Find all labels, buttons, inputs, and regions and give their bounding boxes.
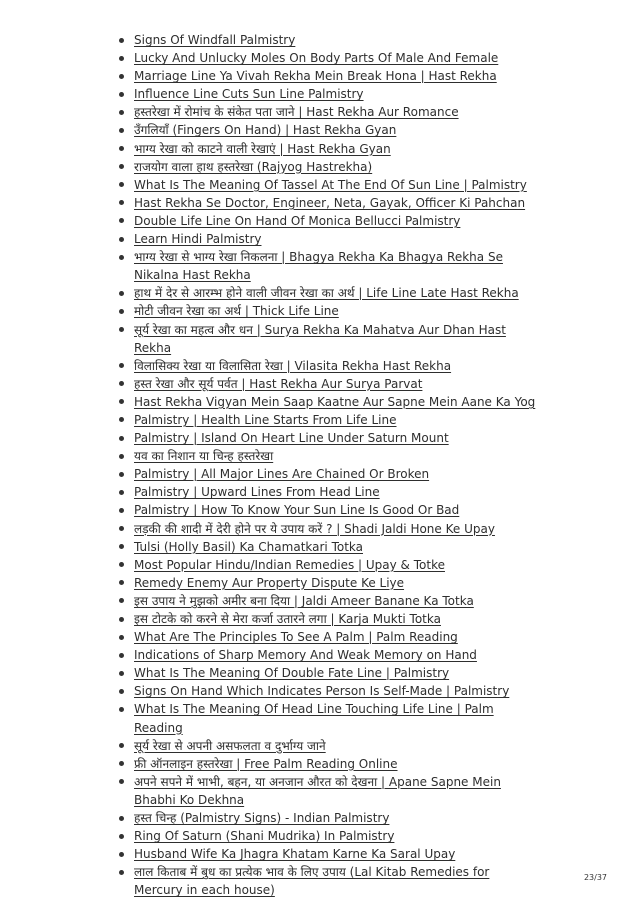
article-link[interactable]: हस्तरेखा में रोमांच के संकेत पता जाने | Hast Rekha Aur Romance bbox=[134, 105, 459, 120]
list-item bbox=[116, 827, 536, 845]
list-item bbox=[116, 321, 536, 357]
article-link[interactable]: Influence Line Cuts Sun Line Palmistry bbox=[134, 87, 364, 102]
article-link[interactable]: लाल किताब में बुध का प्रत्येक भाव के लिए उपाय (Lal Kitab Remedies for Mercury in each house) bbox=[134, 865, 490, 898]
article-link[interactable]: Palmistry | Island On Heart Line Under Saturn Mount bbox=[134, 431, 449, 446]
article-link[interactable]: हाथ में देर से आरम्भ होने वाली जीवन रेखा का अर्थ | Life Line Late Hast Rekha bbox=[134, 286, 519, 301]
article-link[interactable]: Signs Of Windfall Palmistry bbox=[134, 33, 296, 47]
article-link[interactable]: राजयोग वाला हाथ हस्तरेखा (Rajyog Hastrekha) bbox=[134, 159, 373, 174]
list-item bbox=[116, 556, 536, 574]
article-link[interactable]: अपने सपने में भाभी, बहन, या अनजान औरत को देखना | Apane Sapne Mein Bhabhi Ko Dekhna bbox=[134, 774, 501, 807]
list-item bbox=[116, 31, 536, 49]
list-item bbox=[116, 158, 536, 176]
list-item bbox=[116, 773, 536, 809]
list-item bbox=[116, 67, 536, 85]
article-link[interactable]: Husband Wife Ka Jhagra Khatam Karne Ka Saral Upay bbox=[134, 847, 456, 862]
list-item bbox=[116, 284, 536, 302]
article-link[interactable]: हस्त चिन्ह (Palmistry Signs) - Indian Palmistry bbox=[134, 811, 390, 826]
article-link[interactable]: Palmistry | Upward Lines From Head Line bbox=[134, 485, 380, 500]
list-item bbox=[116, 592, 536, 610]
article-link[interactable]: भाग्य रेखा से भाग्य रेखा निकलना | Bhagya Rekha Ka Bhagya Rekha Se Nikalna Hast Rekha bbox=[134, 250, 503, 283]
article-link[interactable]: Hast Rekha Vigyan Mein Saap Kaatne Aur Sapne Mein Aane Ka Yog bbox=[134, 394, 536, 409]
list-item bbox=[116, 103, 536, 121]
article-link[interactable]: Hast Rekha Se Doctor, Engineer, Neta, Gayak, Officer Ki Pahchan bbox=[134, 195, 526, 210]
list-item bbox=[116, 375, 536, 393]
article-link[interactable]: Double Life Line On Hand Of Monica Bellucci Palmistry bbox=[134, 213, 461, 228]
article-link[interactable]: हस्त रेखा और सूर्य पर्वत | Hast Rekha Aur Surya Parvat bbox=[134, 376, 423, 391]
list-item bbox=[116, 863, 536, 899]
article-link[interactable]: फ्री ऑनलाइन हस्तरेखा | Free Palm Reading Online bbox=[134, 756, 398, 771]
article-link[interactable]: Marriage Line Ya Vivah Rekha Mein Break Hona | Hast Rekha bbox=[134, 69, 497, 84]
article-link[interactable]: लड़की की शादी में देरी होने पर ये उपाय करें ? | Shadi Jaldi Hone Ke Upay bbox=[134, 521, 495, 536]
list-item bbox=[116, 465, 536, 483]
article-link[interactable]: Ring Of Saturn (Shani Mudrika) In Palmistry bbox=[134, 829, 395, 844]
list-item bbox=[116, 429, 536, 447]
list-item bbox=[116, 411, 536, 429]
article-link[interactable]: What Is The Meaning Of Tassel At The End Of Sun Line | Palmistry bbox=[134, 177, 527, 192]
list-item bbox=[116, 121, 536, 139]
article-link[interactable]: सूर्य रेखा का महत्व और धन | Surya Rekha Ka Mahatva Aur Dhan Hast Rekha bbox=[134, 322, 506, 355]
article-link[interactable]: Signs On Hand Which Indicates Person Is Self-Made | Palmistry bbox=[134, 684, 510, 699]
article-link[interactable]: Palmistry | All Major Lines Are Chained Or Broken bbox=[134, 467, 430, 482]
article-link[interactable]: Palmistry | Health Line Starts From Life Line bbox=[134, 412, 397, 427]
list-item bbox=[116, 212, 536, 230]
list-item bbox=[116, 809, 536, 827]
list-item bbox=[116, 700, 536, 736]
list-item bbox=[116, 302, 536, 320]
list-item bbox=[116, 49, 536, 67]
list-item bbox=[116, 610, 536, 628]
list-item bbox=[116, 628, 536, 646]
list-item bbox=[116, 538, 536, 556]
article-link[interactable]: Most Popular Hindu/Indian Remedies | Upay & Totke bbox=[134, 557, 445, 572]
article-link[interactable]: इस उपाय ने मुझको अमीर बना दिया | Jaldi Ameer Banane Ka Totka bbox=[134, 593, 474, 608]
article-link[interactable]: Tulsi (Holly Basil) Ka Chamatkari Totka bbox=[134, 539, 363, 554]
list-item bbox=[116, 682, 536, 700]
article-link[interactable]: Learn Hindi Palmistry bbox=[134, 232, 262, 247]
article-link[interactable]: What Is The Meaning Of Head Line Touching Life Line | Palm Reading bbox=[134, 702, 494, 735]
link-list bbox=[116, 31, 536, 900]
article-link[interactable]: What Are The Principles To See A Palm | Palm Reading bbox=[134, 630, 458, 645]
list-item bbox=[116, 664, 536, 682]
article-link[interactable]: Remedy Enemy Aur Property Dispute Ke Liye bbox=[134, 575, 405, 590]
article-link[interactable]: यव का निशान या चिन्ह हस्तरेखा bbox=[134, 449, 274, 464]
article-link[interactable]: इस टोटके को करने से मेरा कर्जा उतारने लगा | Karja Mukti Totka bbox=[134, 612, 441, 626]
article-link[interactable]: सूर्य रेखा से अपनी असफलता व दुर्भाग्य जाने bbox=[134, 738, 326, 753]
list-item bbox=[116, 501, 536, 519]
article-link[interactable]: विलासिक्य रेखा या विलासिता रेखा | Vilasita Rekha Hast Rekha bbox=[134, 358, 452, 373]
list-item bbox=[116, 85, 536, 103]
article-link[interactable]: What Is The Meaning Of Double Fate Line | Palmistry bbox=[134, 666, 450, 681]
list-item bbox=[116, 357, 536, 375]
article-link[interactable]: Palmistry | How To Know Your Sun Line Is Good Or Bad bbox=[134, 503, 460, 518]
list-item bbox=[116, 646, 536, 664]
list-item bbox=[116, 520, 536, 538]
list-item bbox=[116, 248, 536, 284]
list-item bbox=[116, 737, 536, 755]
list-item bbox=[116, 845, 536, 863]
list-item bbox=[116, 230, 536, 248]
article-link[interactable]: मोटी जीवन रेखा का अर्थ | Thick Life Line bbox=[134, 304, 339, 319]
article-link[interactable]: उँगलियाँ (Fingers On Hand) | Hast Rekha Gyan bbox=[134, 123, 397, 138]
list-item bbox=[116, 447, 536, 465]
list-item bbox=[116, 140, 536, 158]
article-link[interactable]: Indications of Sharp Memory And Weak Memory on Hand bbox=[134, 648, 477, 663]
list-item bbox=[116, 755, 536, 773]
list-item bbox=[116, 176, 536, 194]
list-item bbox=[116, 194, 536, 212]
article-link[interactable]: भाग्य रेखा को काटने वाली रेखाएं | Hast Rekha Gyan bbox=[134, 141, 391, 156]
list-item bbox=[116, 393, 536, 411]
page-number: 23/37 bbox=[583, 873, 607, 882]
list-item bbox=[116, 483, 536, 501]
article-link[interactable]: Lucky And Unlucky Moles On Body Parts Of Male And Female bbox=[134, 51, 499, 66]
list-item bbox=[116, 574, 536, 592]
